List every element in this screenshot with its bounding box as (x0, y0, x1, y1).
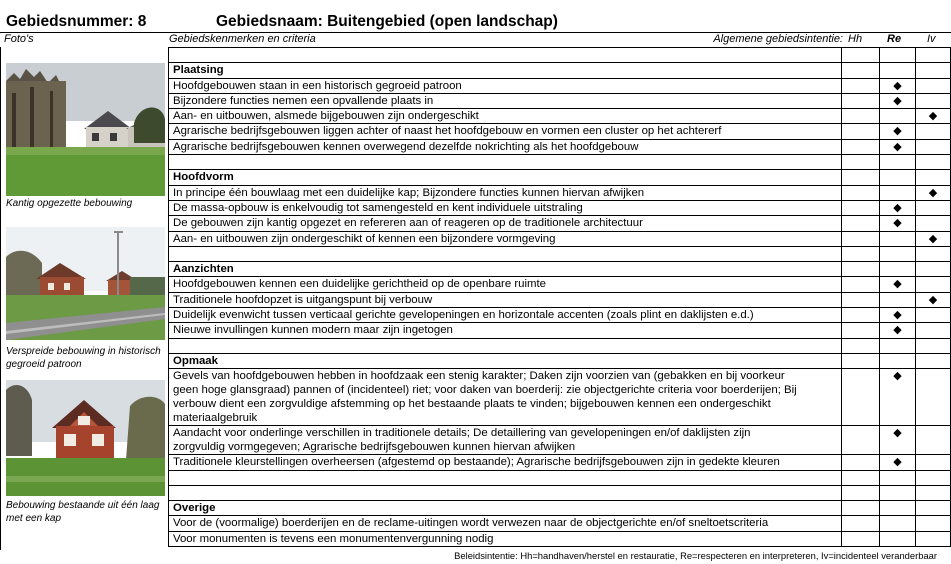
column-algemene-gebiedsintentie: Algemene gebiedsintentie: (713, 33, 843, 45)
section-title: Hoofdvorm (169, 170, 842, 185)
re-marker: ◆ (880, 93, 916, 108)
criterion-row (169, 426, 951, 455)
section-header (169, 63, 951, 78)
re-marker: ◆ (880, 323, 916, 338)
photo-caption: Kantig opgezette bebouwing (6, 198, 133, 209)
criterion-text: Duidelijk evenwicht tussen verticaal gerichte gevelopeningen en horizontale accenten (zoals plint en daklijsten e.d.) (169, 308, 842, 323)
criterion-row (169, 139, 951, 154)
iv-marker: ◆ (916, 185, 951, 200)
photo-caption: Verspreide bebouwing in historisch gegroeid patroon (6, 346, 161, 370)
spacer-row (169, 338, 951, 353)
criterion-row (169, 200, 951, 215)
criterion-row (169, 216, 951, 231)
criterion-row (169, 308, 951, 323)
criterion-text: Bijzondere functies nemen een opvallende plaats in (169, 93, 842, 108)
section-title: Opmaak (169, 353, 842, 368)
criterion-text: Voor de (voormalige) boerderijen en de reclame-uitingen wordt verwezen naar de objectgerichte en/of sneltoetscriteria (169, 516, 842, 531)
re-marker: ◆ (880, 369, 916, 426)
re-marker: ◆ (880, 139, 916, 154)
re-marker: ◆ (880, 78, 916, 93)
criterion-text: Aan- en uitbouwen, alsmede bijgebouwen zijn ondergeschikt (169, 109, 842, 124)
re-marker: ◆ (880, 124, 916, 139)
section-title: Plaatsing (169, 63, 842, 78)
farmhouse-photo (6, 63, 165, 201)
criterion-line: Aandacht voor onderlinge verschillen in traditionele details; De detaillering van gevelopeningen en/of daklijsten zijn (173, 427, 751, 440)
criterion-line: geen hoge glansgraad) pannen of (incidenteel) riet; voor daken van boerderij: zie objectgerichte criteria voor boerderijen; Bij (173, 384, 797, 397)
column-kenmerken: Gebiedskenmerken en criteria (169, 33, 316, 45)
spacer-row (169, 470, 951, 485)
criterion-text: Traditionele hoofdopzet is uitgangspunt bij verbouw (169, 292, 842, 307)
criterion-row (169, 369, 951, 426)
re-marker: ◆ (880, 200, 916, 215)
criterion-text (169, 369, 842, 426)
section-title: Aanzichten (169, 262, 842, 277)
photo-column (0, 47, 169, 550)
section-header (169, 262, 951, 277)
section-title: Overige (169, 501, 842, 516)
criterion-row (169, 323, 951, 338)
spacer-row (169, 246, 951, 261)
criterion-row (169, 93, 951, 108)
red-brick-house-photo (6, 380, 165, 501)
criterion-text: Agrarische bedrijfsgebouwen liggen achter of naast het hoofdgebouw en vormen een cluster op het achtererf (169, 124, 842, 139)
criterion-text: In principe één bouwlaag met een duidelijke kap; Bijzondere functies kunnen hiervan afwijken (169, 185, 842, 200)
criterion-row (169, 124, 951, 139)
criterion-line: verbouw dient een zorgvuldige afstemming op het bestaande plaats te vinden; bijgebouwen kennen een ondergeschikt (173, 398, 771, 411)
criterion-row (169, 185, 951, 200)
criterion-text: Traditionele kleurstellingen overheersen (afgestemd op bestaande); Agrarische bedrijfsgebouwen zijn in gedekte kleuren (169, 455, 842, 470)
iv-marker: ◆ (916, 292, 951, 307)
column-re: Re (887, 33, 902, 45)
re-marker: ◆ (880, 277, 916, 292)
iv-marker: ◆ (916, 109, 951, 124)
criteria-table (168, 47, 951, 547)
iv-marker: ◆ (916, 231, 951, 246)
rural-road-photo (6, 227, 165, 345)
criterion-row (169, 109, 951, 124)
criterion-text: Agrarische bedrijfsgebouwen kennen overwegend dezelfde nokrichting als het hoofdgebouw (169, 139, 842, 154)
column-fotos: Foto's (4, 33, 34, 45)
column-iv: Iv (927, 33, 936, 45)
criterion-text: De gebouwen zijn kantig opgezet en refereren aan of reageren op de traditionele architectuur (169, 216, 842, 231)
criterion-row (169, 231, 951, 246)
criterion-text (169, 426, 842, 455)
re-marker: ◆ (880, 216, 916, 231)
gebiedsnummer: Gebiedsnummer: 8 (6, 13, 147, 30)
criterion-row (169, 78, 951, 93)
criterion-row (169, 292, 951, 307)
re-marker: ◆ (880, 455, 916, 470)
spacer-row (169, 155, 951, 170)
column-header-row (0, 33, 951, 47)
section-header (169, 353, 951, 368)
re-marker: ◆ (880, 308, 916, 323)
criterion-row (169, 277, 951, 292)
criterion-row (169, 531, 951, 546)
criterion-text: Hoofdgebouwen kennen een duidelijke gerichtheid op de openbare ruimte (169, 277, 842, 292)
section-header (169, 501, 951, 516)
column-hh: Hh (848, 33, 863, 45)
criterion-text: Aan- en uitbouwen zijn ondergeschikt of kennen een bijzondere vormgeving (169, 231, 842, 246)
criterion-line: materiaalgebruik (173, 412, 258, 425)
criterion-line: zorgvuldig vormgegeven; Agrarische bedrijfsgebouwen kunnen hiervan afwijken (173, 441, 576, 454)
criterion-line: Gevels van hoofdgebouwen hebben in hoofdzaak een stenig karakter; Daken zijn voorzien van (gebakken en bij voorkeur (173, 370, 785, 383)
criterion-row (169, 516, 951, 531)
criterion-text: De massa-opbouw is enkelvoudig tot samengesteld en kent individuele uitstraling (169, 200, 842, 215)
header (0, 12, 951, 32)
spacer-row (169, 48, 951, 63)
criterion-text: Hoofdgebouwen staan in een historisch gegroeid patroon (169, 78, 842, 93)
criterion-text: Voor monumenten is tevens een monumentenvergunning nodig (169, 531, 842, 546)
criterion-text: Nieuwe invullingen kunnen modern maar zijn ingetogen (169, 323, 842, 338)
spacer-row (169, 485, 951, 500)
criterion-row (169, 455, 951, 470)
legend: Beleidsintentie: Hh=handhaven/herstel en restauratie, Re=respecteren en interpreteren, Iv=incidenteel veranderbaar (454, 550, 937, 561)
gebiedsnaam: Gebiedsnaam: Buitengebied (open landschap) (216, 13, 558, 30)
section-header (169, 170, 951, 185)
re-marker: ◆ (880, 426, 916, 455)
photo-caption: Bebouwing bestaande uit één laag met een kap (6, 500, 160, 524)
